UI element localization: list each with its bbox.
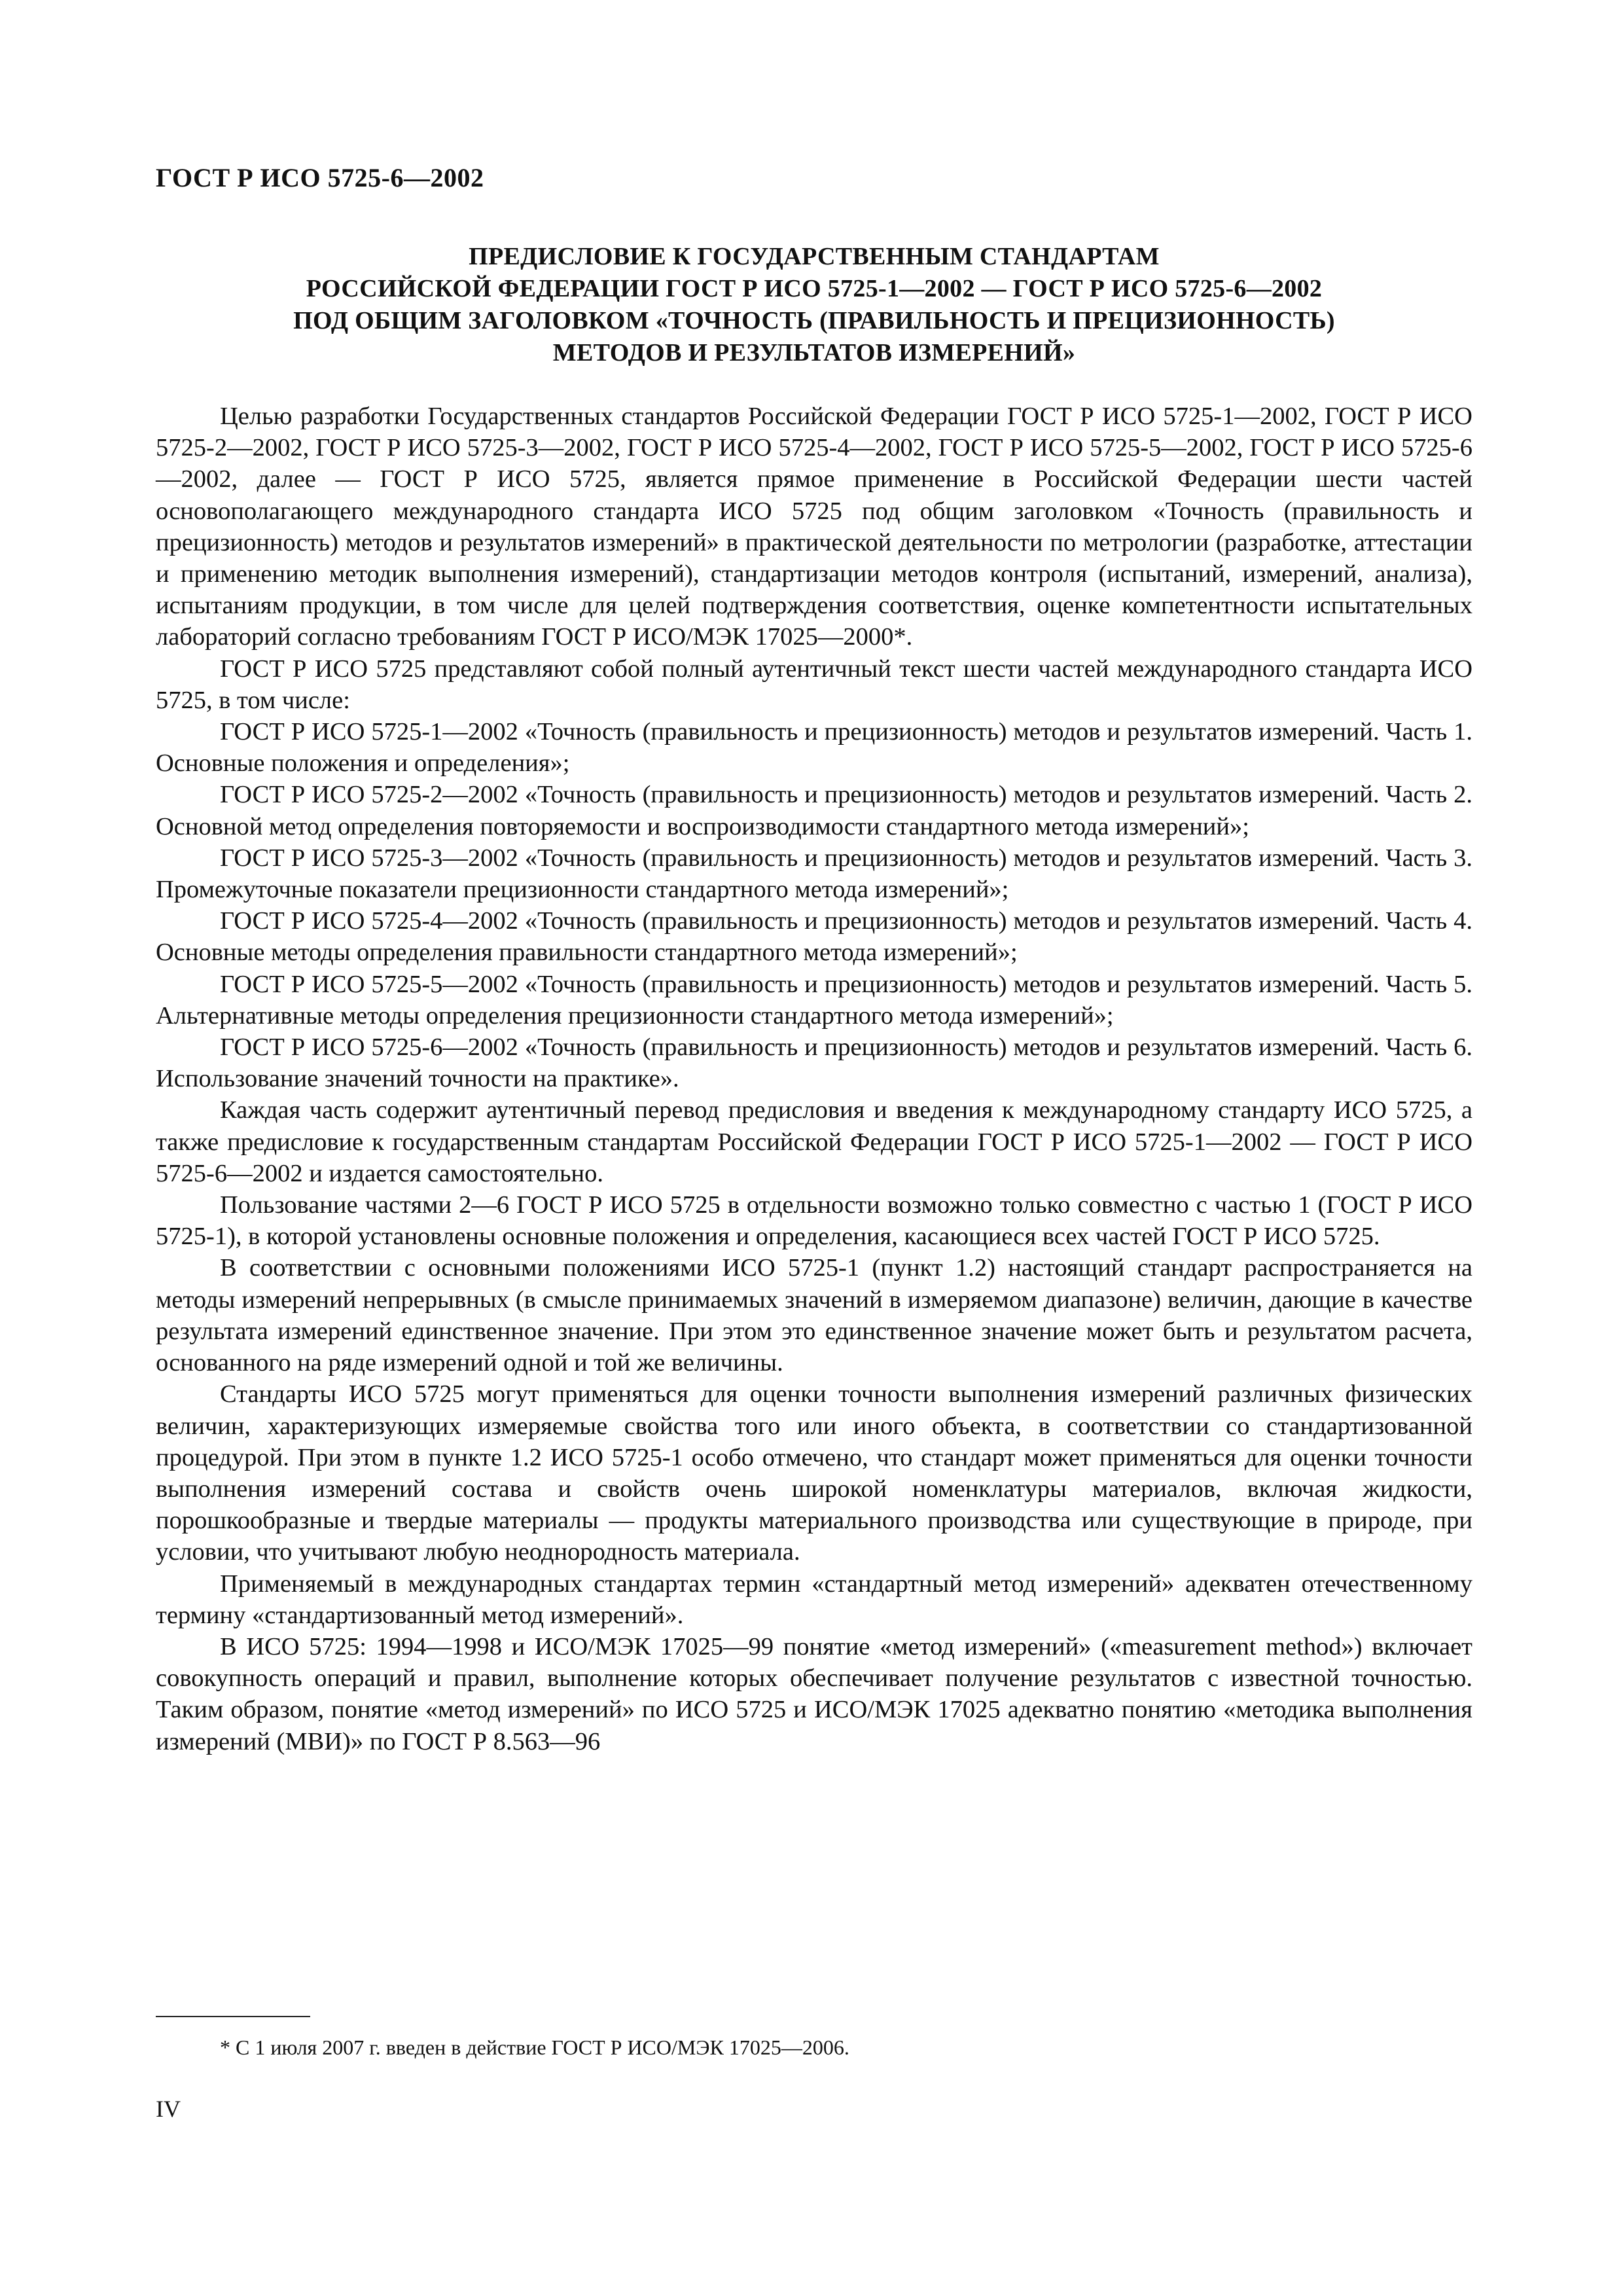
paragraph: Применяемый в международных стандартах термин «стандартный метод измерений» адекватен отечественному термину «стандартизованный метод измерений».	[156, 1570, 1472, 1629]
title-line: ПРЕДИСЛОВИЕ К ГОСУДАРСТВЕННЫМ СТАНДАРТАМ	[469, 243, 1160, 270]
title-line: ПОД ОБЩИМ ЗАГОЛОВКОМ «ТОЧНОСТЬ (ПРАВИЛЬНОСТЬ И ПРЕЦИЗИОННОСТЬ)	[293, 307, 1335, 334]
paragraph: Каждая часть содержит аутентичный перевод предисловия и введения к международному стандарту ИСО 5725, а также предисловие к государственным стандартам Российской Федерации ГОСТ Р ИСО 5725-1—2002 — ГОСТ Р ИСО 5725-6—2002 и издается самостоятельно.	[156, 1096, 1472, 1187]
paragraph: ГОСТ Р ИСО 5725-5—2002 «Точность (правильность и прецизионность) методов и результатов измерений. Часть 5. Альтернативные методы определения прецизионности стандартного метода измерений»;	[156, 970, 1472, 1030]
paragraph: В ИСО 5725: 1994—1998 и ИСО/МЭК 17025—99 понятие «метод измерений» («measurement method») включает совокупность операций и правил, выполнение которых обеспечивает получение результатов с известной точностью. Таким образом, понятие «метод измерений» по ИСО 5725 и ИСО/МЭК 17025 адекватно понятию «методика выполнения измерений (МВИ)» по ГОСТ Р 8.563—96	[156, 1632, 1472, 1755]
paragraph: ГОСТ Р ИСО 5725 представляют собой полный аутентичный текст шести частей международного стандарта ИСО 5725, в том числе:	[156, 655, 1472, 714]
title-line: МЕТОДОВ И РЕЗУЛЬТАТОВ ИЗМЕРЕНИЙ»	[552, 339, 1076, 367]
footnote: * С 1 июля 2007 г. введен в действие ГОСТ Р ИСО/МЭК 17025—2006.	[220, 2036, 849, 2059]
footnote-divider	[156, 2016, 310, 2017]
body-text	[156, 401, 1472, 1757]
paragraph: Пользование частями 2—6 ГОСТ Р ИСО 5725 в отдельности возможно только совместно с частью 1 (ГОСТ Р ИСО 5725-1), в которой установлены основные положения и определения, касающиеся всех частей ГОСТ Р ИСО 5725.	[156, 1191, 1472, 1251]
paragraph: ГОСТ Р ИСО 5725-2—2002 «Точность (правильность и прецизионность) методов и результатов измерений. Часть 2. Основной метод определения повторяемости и воспроизводимости стандартного метода измерений»;	[156, 781, 1472, 840]
paragraph: Целью разработки Государственных стандартов Российской Федерации ГОСТ Р ИСО 5725-1—2002, ГОСТ Р ИСО 5725-2—2002, ГОСТ Р ИСО 5725-3—2002, ГОСТ Р ИСО 5725-4—2002, ГОСТ Р ИСО 5725-5—2002, ГОСТ Р ИСО 5725-6—2002, далее — ГОСТ Р ИСО 5725, является прямое применение в Российской Федерации шести частей основополагающего международного стандарта ИСО 5725 под общим заголовком «Точность (правильность и прецизионность) методов и результатов измерений» в практической деятельности по метрологии (разработке, аттестации и применению методик выполнения измерений), стандартизации методов контроля (испытаний, измерений, анализа), испытаниям продукции, в том числе для целей подтверждения соответствия, оценке компетентности испытательных лабораторий согласно требованиям ГОСТ Р ИСО/МЭК 17025—2000*.	[156, 403, 1472, 651]
paragraph: ГОСТ Р ИСО 5725-6—2002 «Точность (правильность и прецизионность) методов и результатов измерений. Часть 6. Использование значений точности на практике».	[156, 1033, 1472, 1093]
paragraph: ГОСТ Р ИСО 5725-4—2002 «Точность (правильность и прецизионность) методов и результатов измерений. Часть 4. Основные методы определения правильности стандартного метода измерений»;	[156, 907, 1472, 967]
paragraph: Стандарты ИСО 5725 могут применяться для оценки точности выполнения измерений различных физических величин, характеризующих измеряемые свойства того или иного объекта, в соответствии со стандартизованной процедурой. При этом в пункте 1.2 ИСО 5725-1 особо отмечено, что стандарт может применяться для оценки точности выполнения измерений состава и свойств очень широкой номенклатуры материалов, включая жидкости, порошкообразные и твердые материалы — продукты материального производства или существующие в природе, при условии, что учитывают любую неоднородность материала.	[156, 1380, 1472, 1566]
page-number: IV	[156, 2096, 181, 2122]
paragraph: В соответствии с основными положениями ИСО 5725-1 (пункт 1.2) настоящий стандарт распространяется на методы измерений непрерывных (в смысле принимаемых значений в измеряемом диапазоне) величин, дающие в качестве результата измерений единственное значение. При этом это единственное значение может быть и результатом расчета, основанного на ряде измерений одной и той же величины.	[156, 1254, 1472, 1377]
title-line: РОССИЙСКОЙ ФЕДЕРАЦИИ ГОСТ Р ИСО 5725-1—2002 — ГОСТ Р ИСО 5725-6—2002	[306, 275, 1323, 302]
paragraph: ГОСТ Р ИСО 5725-3—2002 «Точность (правильность и прецизионность) методов и результатов измерений. Часть 3. Промежуточные показатели прецизионности стандартного метода измерений»;	[156, 844, 1472, 904]
document-code: ГОСТ Р ИСО 5725-6—2002	[156, 163, 484, 192]
section-title	[156, 241, 1472, 369]
paragraph: ГОСТ Р ИСО 5725-1—2002 «Точность (правильность и прецизионность) методов и результатов измерений. Часть 1. Основные положения и определения»;	[156, 718, 1472, 778]
